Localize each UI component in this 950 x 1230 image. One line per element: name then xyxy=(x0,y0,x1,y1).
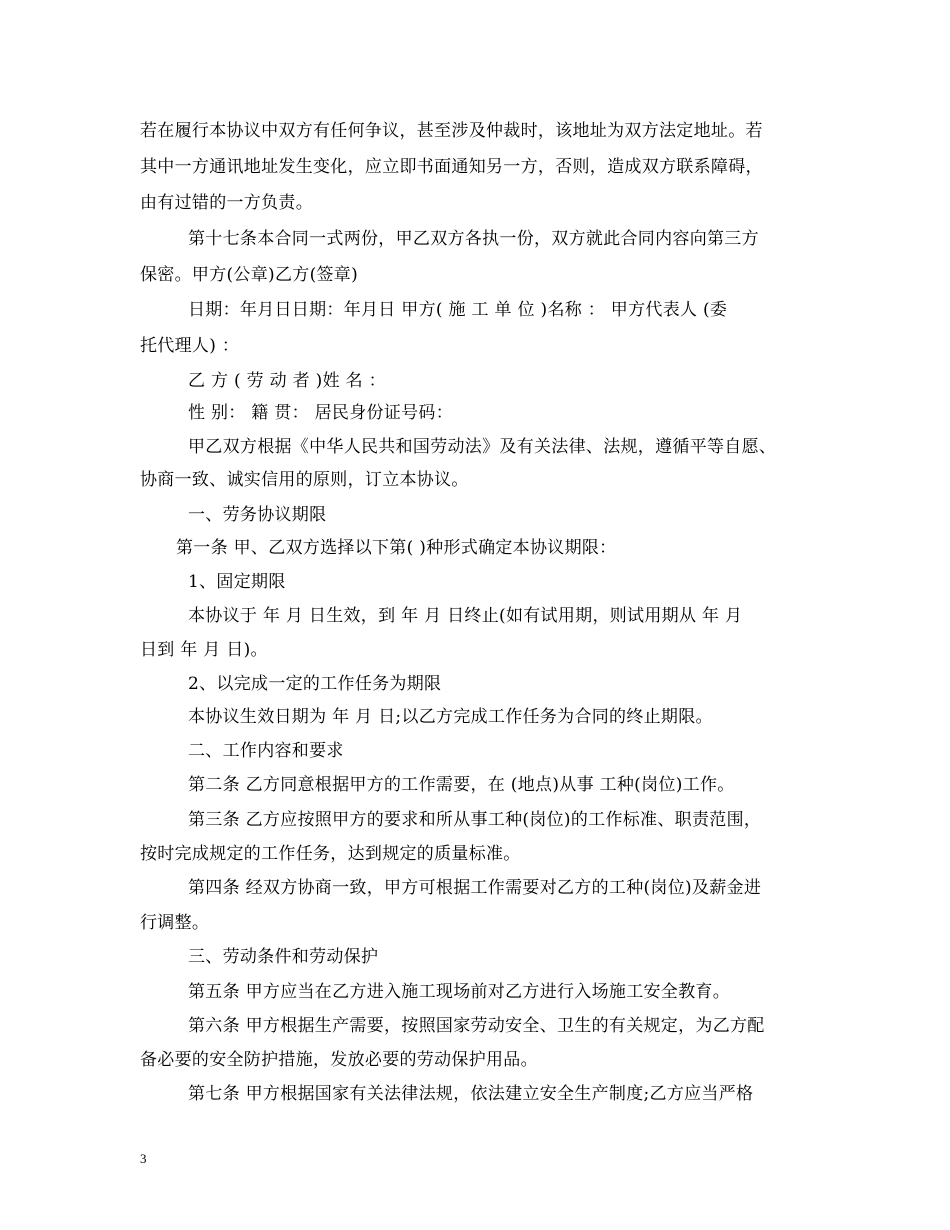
text-line: 性 别： 籍 贯： 居民身份证号码： xyxy=(188,403,454,423)
text-line: 第六条 甲方根据生产需要，按照国家劳动安全、卫生的有关规定，为乙方配 xyxy=(188,1016,765,1036)
section-heading: 一、劳务协议期限 xyxy=(188,505,327,525)
section-heading: 三、劳动条件和劳动保护 xyxy=(188,947,379,967)
text-line: 第七条 甲方根据国家有关法律法规，依法建立安全生产制度;乙方应当严格 xyxy=(188,1084,754,1104)
text-line: 由有过错的一方负责。 xyxy=(140,193,313,213)
text-line: 2、以完成一定的工作任务为期限 xyxy=(188,674,442,694)
text-line: 1、固定期限 xyxy=(188,572,286,592)
text-line: 备必要的安全防护措施，发放必要的劳动保护用品。 xyxy=(140,1050,538,1070)
text-line: 托代理人) ： xyxy=(140,336,240,356)
text-line: 第十七条本合同一式两份，甲乙双方各执一份，双方就此合同内容向第三方 xyxy=(188,229,759,249)
text-line: 协商一致、诚实信用的原则，订立本协议。 xyxy=(140,470,469,490)
text-line: 本协议生效日期为 年 月 日;以乙方完成工作任务为合同的终止期限。 xyxy=(188,707,713,727)
text-line: 其中一方通讯地址发生变化，应立即书面通知另一方，否则，造成双方联系障碍， xyxy=(140,157,763,177)
text-line: 行调整。 xyxy=(140,913,210,933)
text-line: 乙 方 ( 劳 动 者 )姓 名 ： xyxy=(188,371,386,391)
text-line: 日期：年月日日期：年月日 甲方( 施 工 单 位 )名称 ： 甲方代表人 (委 xyxy=(188,300,728,320)
text-line: 第一条 甲、乙双方选择以下第( )种形式确定本协议期限： xyxy=(176,538,617,558)
text-line: 第二条 乙方同意根据甲方的工作需要，在 (地点)从事 工种(岗位)工作。 xyxy=(188,775,735,795)
text-line: 若在履行本协议中双方有任何争议，甚至涉及仲裁时，该地址为双方法定地址。若 xyxy=(140,121,763,141)
text-line: 本协议于 年 月 日生效，到 年 月 日终止(如有试用期，则试用期从 年 月 xyxy=(188,606,743,626)
page-number: 3 xyxy=(140,1151,147,1166)
text-line: 甲乙双方根据《中华人民共和国劳动法》及有关法律、法规，遵循平等自愿、 xyxy=(188,437,777,457)
section-heading: 二、工作内容和要求 xyxy=(188,741,344,761)
text-line: 第五条 甲方应当在乙方进入施工现场前对乙方进行入场施工安全教育。 xyxy=(188,982,731,1002)
text-line: 日到 年 月 日)。 xyxy=(140,640,268,660)
text-line: 按时完成规定的工作任务，达到规定的质量标准。 xyxy=(140,844,521,864)
text-line: 第三条 乙方应按照甲方的要求和所从事工种(岗位)的工作标准、职责范围， xyxy=(188,810,762,830)
text-line: 保密。甲方(公章)乙方(签章) xyxy=(140,265,359,285)
text-line: 第四条 经双方协商一致，甲方可根据工作需要对乙方的工种(岗位)及薪金进 xyxy=(188,878,762,898)
